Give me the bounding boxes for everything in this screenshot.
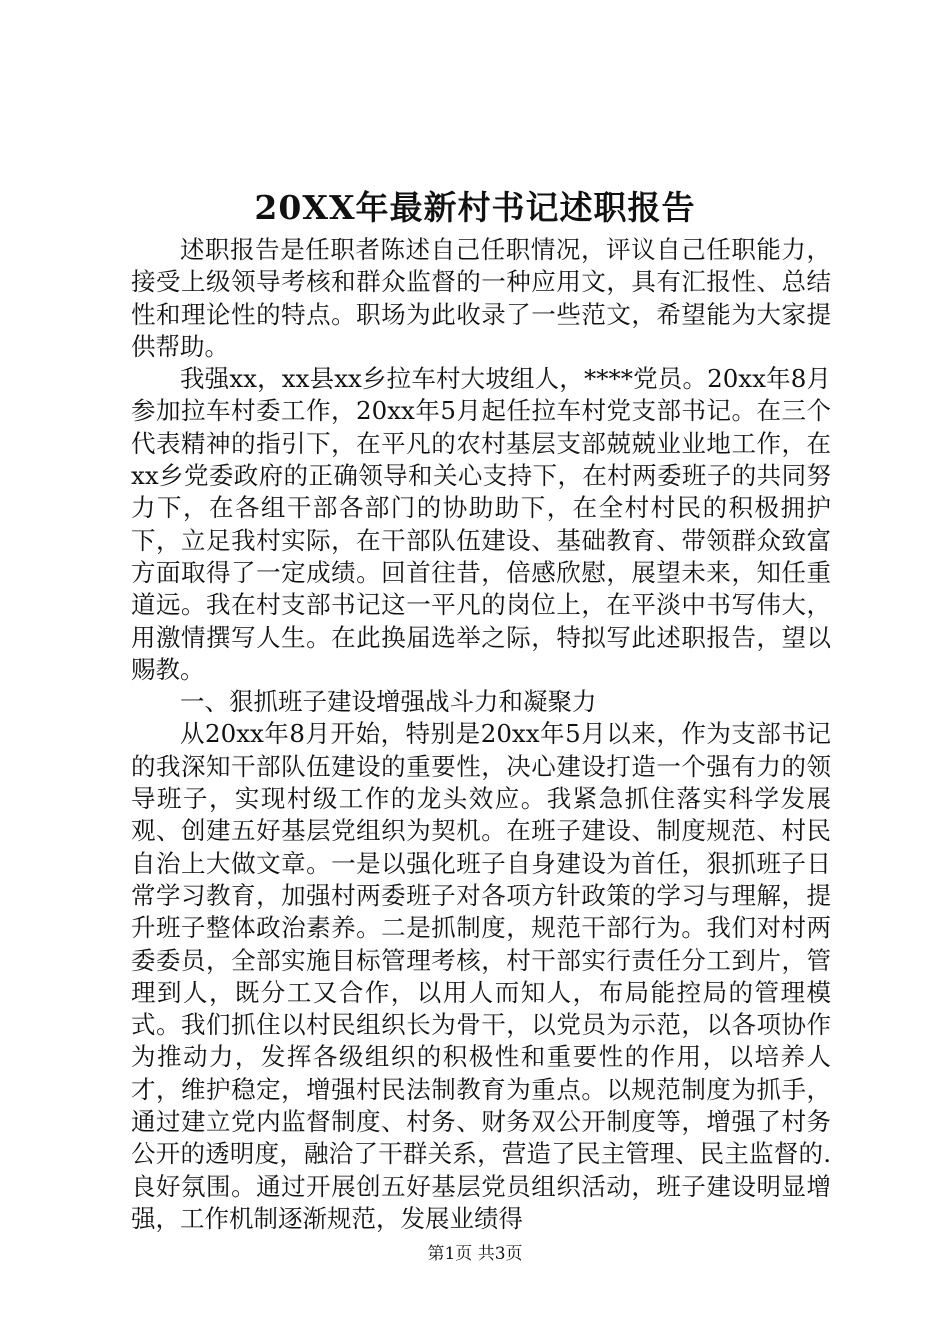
paragraph-intro: 述职报告是任职者陈述自己任职情况，评议自己任职能力，接受上级领导考核和群众监督的一种应用文，具有汇报性、总结性和理论性的特点。职场为此收录了一些范文，希望能为大家提供帮助。 [131,235,831,361]
document-title: 20XX年最新村书记述职报告 [254,188,696,227]
section-heading: 一、狠抓班子建设增强战斗力和凝聚力 [180,687,597,717]
page-number: 第1页 共3页 [427,1244,523,1264]
document-body [131,234,831,1235]
paragraph-self-introduction: 我强xx，xx县xx乡拉车村大坡组人，****党员。20xx年8月参加拉车村委工作，20xx年5月起任拉车村党支部书记。在三个代表精神的指引下，在平凡的农村基层支部兢兢业业地工作，在xx乡党委政府的正确领导和关心支持下，在村两委班子的共同努力下，在各组干部各部门的协助助下，在全村村民的积极拥护下，立足我村实际，在干部队伍建设、基础教育、带领群众致富方面取得了一定成绩。回首往昔，倍感欣慰，展望未来，知任重道远。我在村支部书记这一平凡的岗位上，在平淡中书写伟大，用激情撰写人生。在此换届选举之际，特拟写此述职报告，望以赐教。 [131,364,831,684]
paragraph-team-building: 从20xx年8月开始，特别是20xx年5月以来，作为支部书记的我深知干部队伍建设的重要性，决心建设打造一个强有力的领导班子，实现村级工作的龙头效应。我紧急抓住落实科学发展观、创建五好基层党组织为契机。在班子建设、制度规范、村民自治上大做文章。一是以强化班子自身建设为首任，狠抓班子日常学习教育，加强村两委班子对各项方针政策的学习与理解，提升班子整体政治素养。二是抓制度，规范干部行为。我们对村两委委员，全部实施目标管理考核，村干部实行责任分工到片，管理到人，既分工又合作，以用人而知人，布局能控局的管理模式。我们抓住以村民组织长为骨干，以党员为示范，以各项协作为推动力，发挥各级组织的积极性和重要性的作用，以培养人才，维护稳定，增强村民法制教育为重点。以规范制度为抓手，通过建立党内监督制度、村务、财务双公开制度等，增强了村务公开的透明度，融洽了干群关系，营造了民主管理、民主监督的.良好氛围。通过开展创五好基层党员组织活动，班子建设明显增强，工作机制逐渐规范，发展业绩得 [131,719,831,1233]
